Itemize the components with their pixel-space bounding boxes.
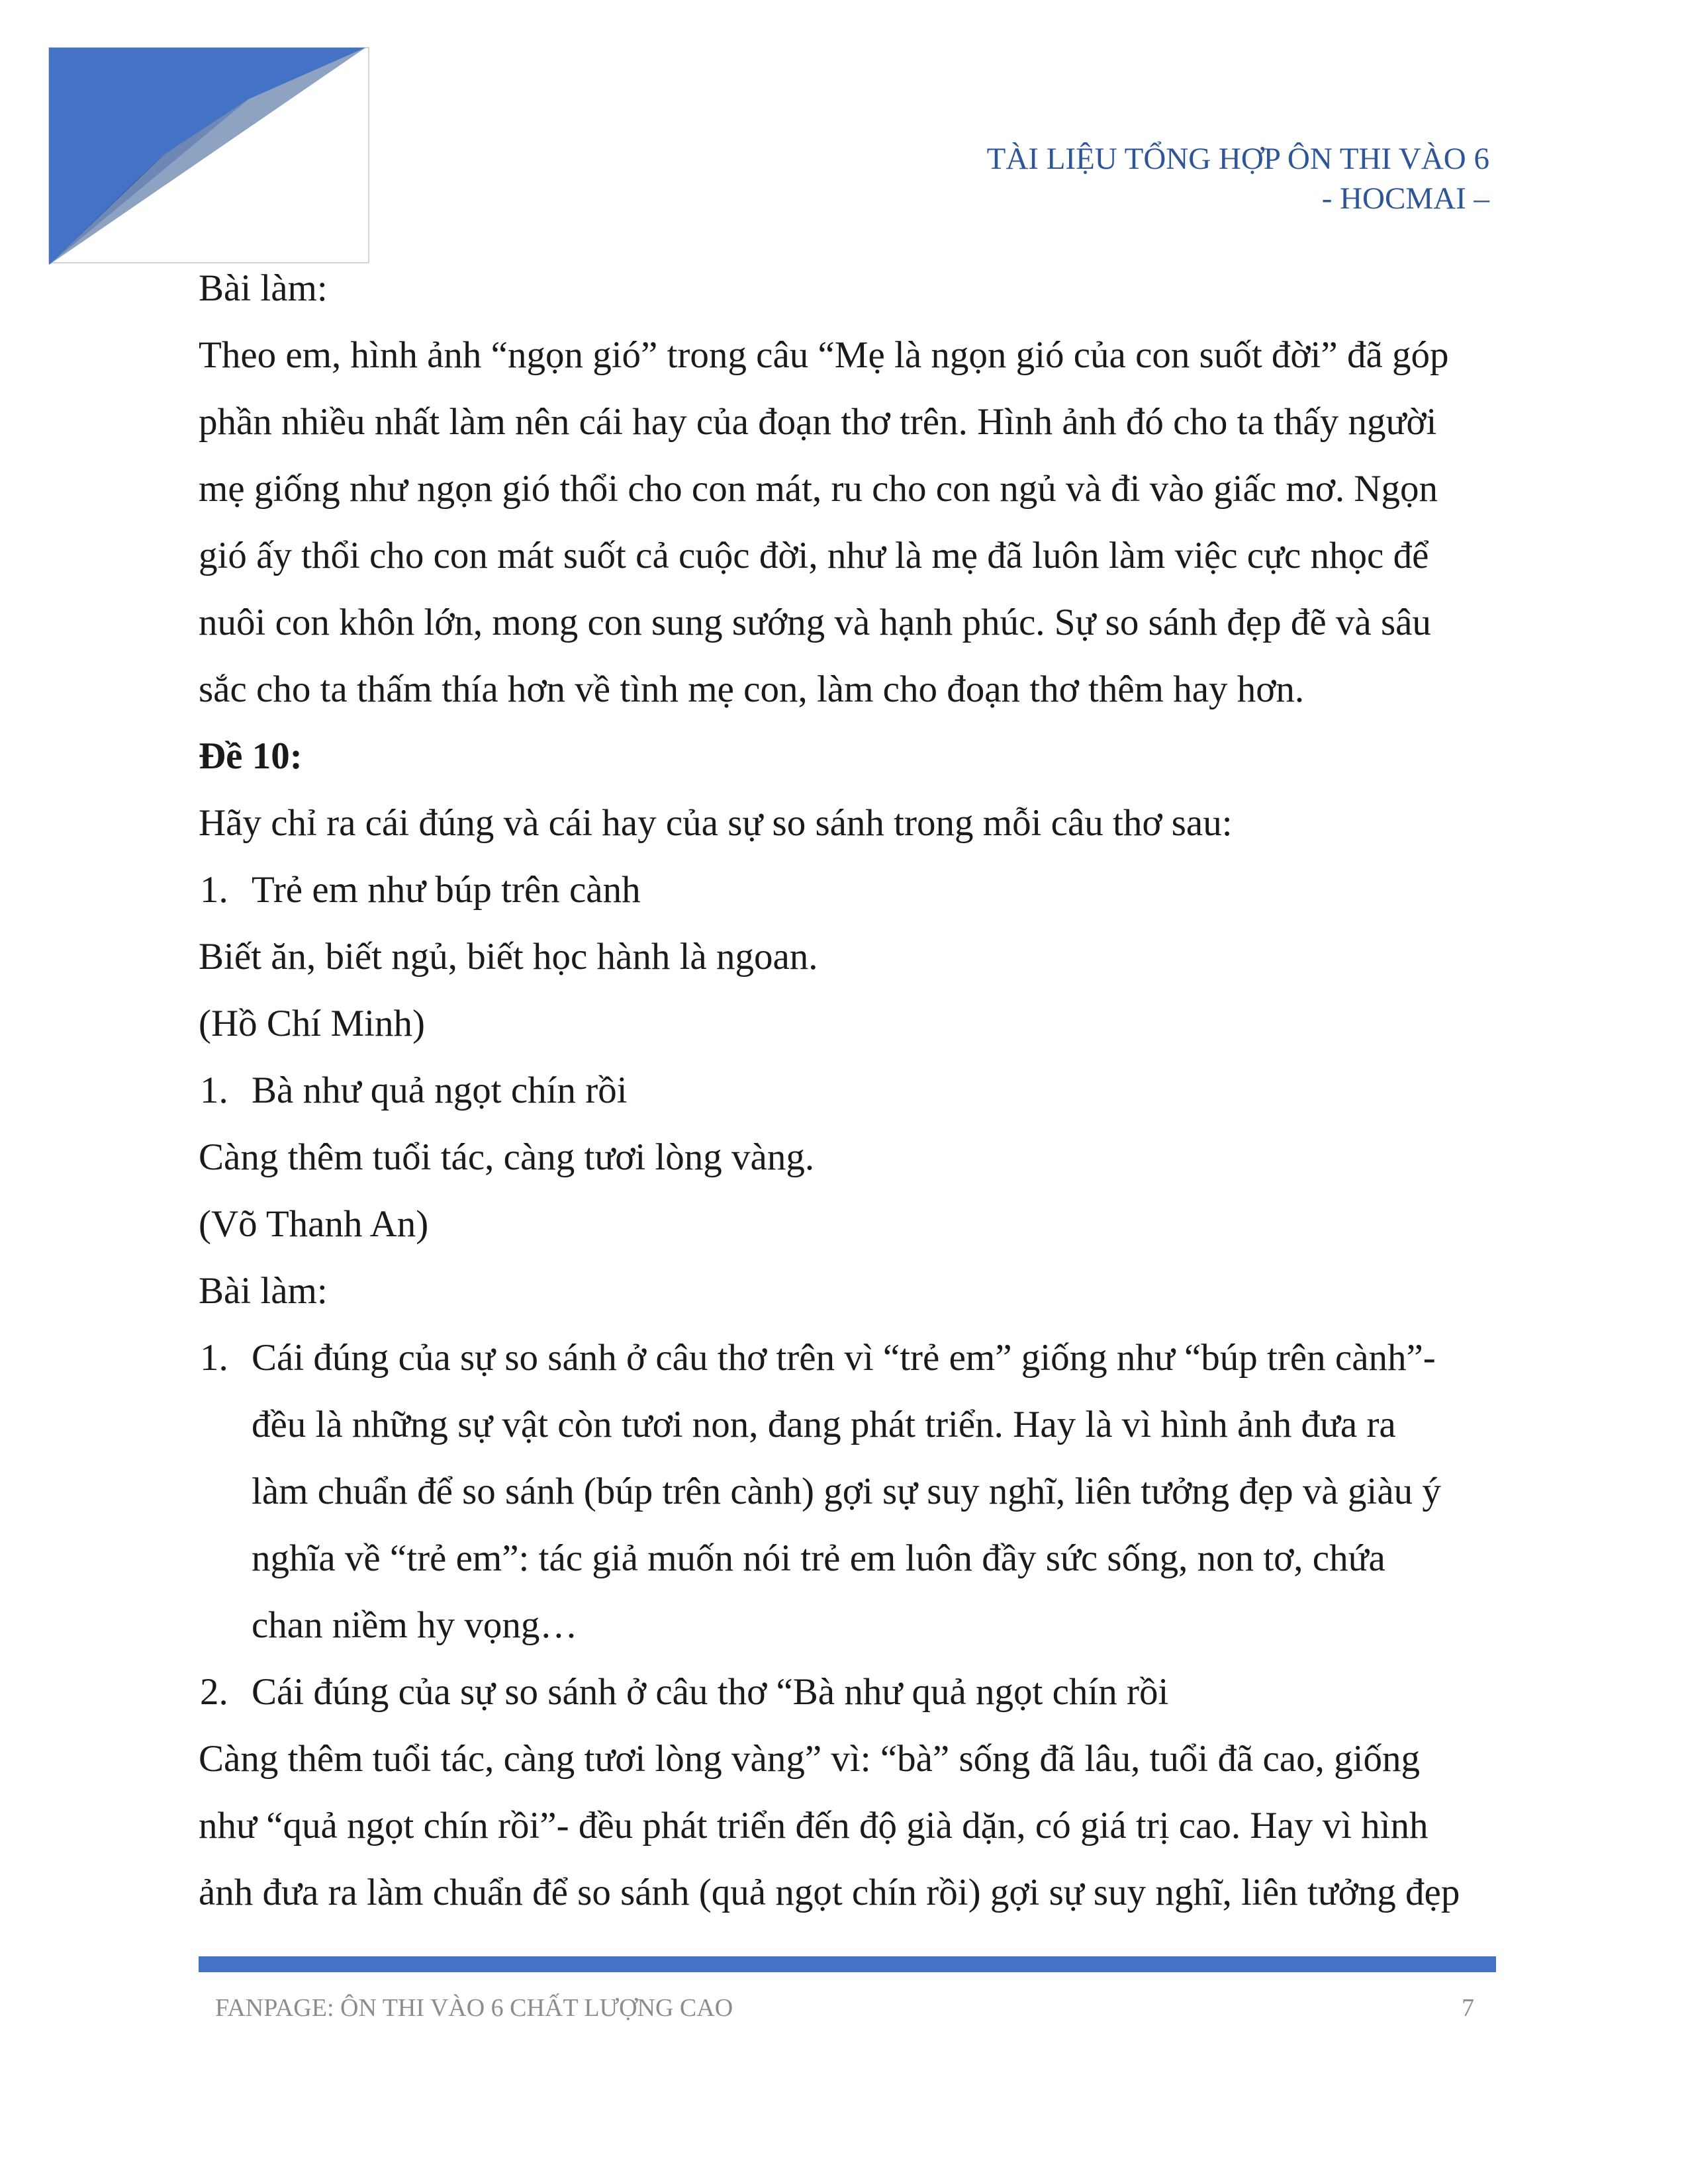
- answer-line: chan niềm hy vọng…: [252, 1604, 578, 1646]
- answer-line: Càng thêm tuổi tác, càng tươi lòng vàng” vì: “bà” sống đã lâu, tuổi đã cao, giống: [199, 1738, 1420, 1780]
- paragraph-line: phần nhiều nhất làm nên cái hay của đoạn thơ trên. Hình ảnh đó cho ta thấy người: [199, 401, 1437, 443]
- poem-author: (Hồ Chí Minh): [199, 1003, 425, 1044]
- list-number: 2.: [200, 1671, 228, 1713]
- list-number: 1.: [200, 1069, 228, 1111]
- page-body: [199, 255, 1496, 1926]
- poem-line: Biết ăn, biết ngủ, biết học hành là ngoan.: [199, 936, 818, 978]
- poem-line: Càng thêm tuổi tác, càng tươi lòng vàng.: [199, 1136, 815, 1178]
- answer-line: ảnh đưa ra làm chuẩn để so sánh (quả ngọt chín rồi) gợi sự suy nghĩ, liên tưởng đẹp: [199, 1872, 1460, 1913]
- answer-line: đều là những sự vật còn tươi non, đang phát triển. Hay là vì hình ảnh đưa ra: [252, 1404, 1396, 1445]
- footer-divider: [199, 1956, 1496, 1972]
- list-item: [199, 1057, 1496, 1124]
- answer-line: Cái đúng của sự so sánh ở câu thơ trên vì “trẻ em” giống như “búp trên cành”-: [252, 1337, 1436, 1379]
- list-number: 1.: [200, 869, 228, 911]
- answer-line: nghĩa về “trẻ em”: tác giả muốn nói trẻ em luôn đầy sức sống, non tơ, chứa: [252, 1537, 1385, 1579]
- list-number: 1.: [200, 1337, 228, 1379]
- poem-line: Bà như quả ngọt chín rồi: [252, 1069, 628, 1111]
- paragraph-line: Theo em, hình ảnh “ngọn gió” trong câu “Mẹ là ngọn gió của con suốt đời” đã góp: [199, 334, 1449, 376]
- list-item: [199, 1659, 1496, 1725]
- answer-line: làm chuẩn để so sánh (búp trên cành) gợi sự suy nghĩ, liên tưởng đẹp và giàu ý: [252, 1471, 1441, 1512]
- paragraph-line: mẹ giống như ngọn gió thổi cho con mát, ru cho con ngủ và đi vào giấc mơ. Ngọn: [199, 468, 1438, 510]
- poem-author: (Võ Thanh An): [199, 1203, 429, 1245]
- page-number: 7: [1462, 1994, 1474, 2022]
- paragraph-line: sắc cho ta thấm thía hơn về tình mẹ con, làm cho đoạn thơ thêm hay hơn.: [199, 668, 1305, 710]
- section-heading: Bài làm:: [199, 267, 328, 309]
- poem-line: Trẻ em như búp trên cành: [252, 869, 641, 911]
- header-subtitle: - HOCMAI –: [1321, 181, 1489, 216]
- section-heading: Bài làm:: [199, 1270, 328, 1312]
- answer-line: Cái đúng của sự so sánh ở câu thơ “Bà như quả ngọt chín rồi: [252, 1671, 1169, 1713]
- answer-line: như “quả ngọt chín rồi”- đều phát triển đến độ già dặn, có giá trị cao. Hay vì hình: [199, 1805, 1429, 1846]
- page-header: [987, 139, 1489, 218]
- footer-fanpage: FANPAGE: ÔN THI VÀO 6 CHẤT LƯỢNG CAO: [215, 1994, 733, 2022]
- exercise-prompt: Hãy chỉ ra cái đúng và cái hay của sự so sánh trong mỗi câu thơ sau:: [199, 802, 1233, 844]
- header-title: TÀI LIỆU TỔNG HỢP ÔN THI VÀO 6: [986, 142, 1489, 176]
- list-item: [199, 856, 1496, 923]
- list-item: [199, 1324, 1496, 1391]
- paragraph-line: nuôi con khôn lớn, mong con sung sướng và hạnh phúc. Sự so sánh đẹp đẽ và sâu: [199, 602, 1431, 643]
- paragraph-line: gió ấy thổi cho con mát suốt cả cuộc đời, như là mẹ đã luôn làm việc cực nhọc để: [199, 535, 1429, 576]
- exercise-title: Đề 10:: [199, 735, 303, 777]
- corner-decoration: [0, 0, 397, 278]
